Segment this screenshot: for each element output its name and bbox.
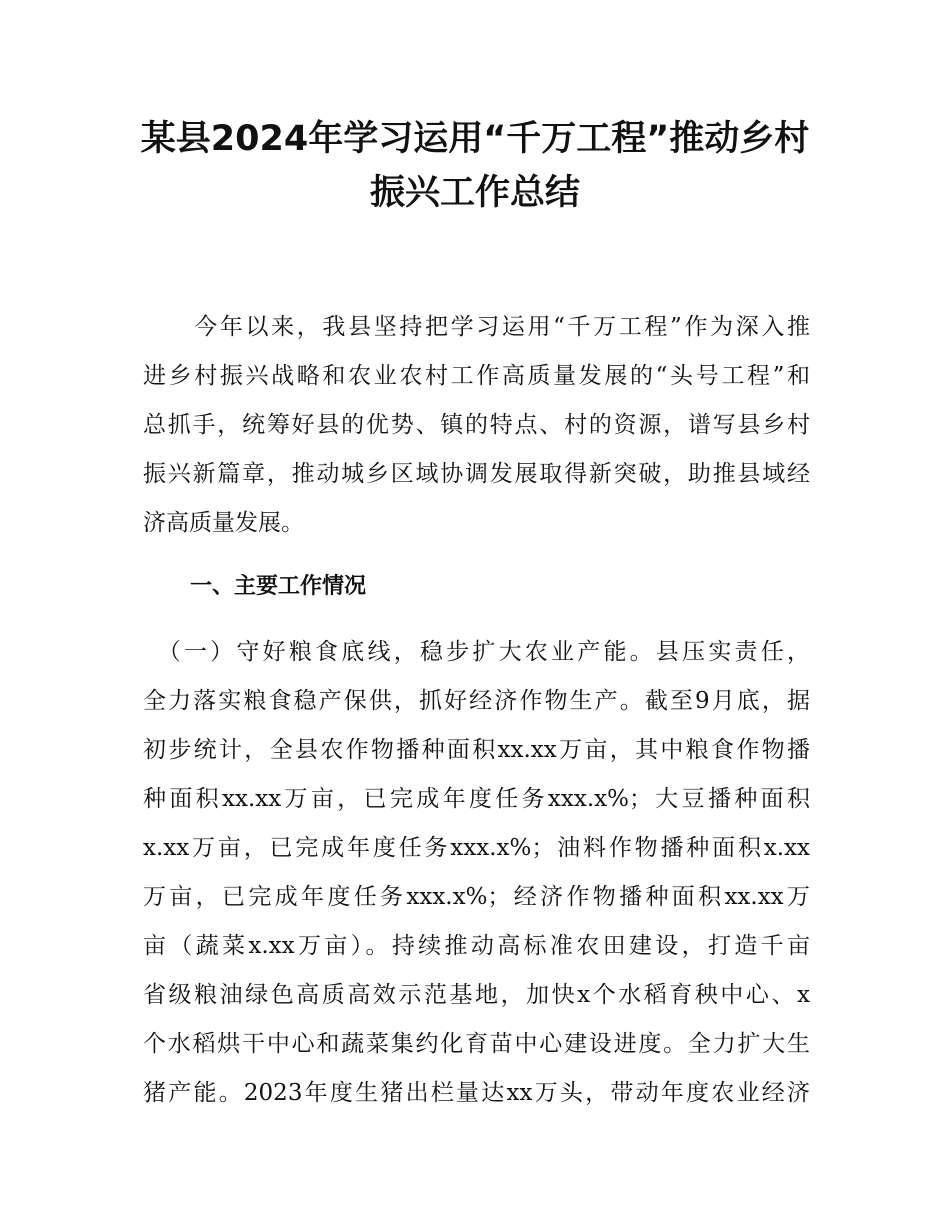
- paragraph-line: 全力落实粮食稳产保供，抓好经济作物生产。截至9月底，据: [143, 688, 810, 714]
- paragraph-line: 今年以来，我县坚持把学习运用“千万工程”作为深入推: [143, 314, 810, 340]
- intro-paragraph: [143, 303, 810, 548]
- document-title: [120, 112, 830, 220]
- paragraph-line: 初步统计，全县农作物播种面积xx.xx万亩，其中粮食作物播: [143, 737, 810, 763]
- paragraph-line: 进乡村振兴战略和农业农村工作高质量发展的“头号工程”和: [143, 363, 810, 389]
- section1-paragraph: [143, 628, 810, 1118]
- paragraph-line: 万亩，已完成年度任务xxx.x%；经济作物播种面积xx.xx万: [143, 884, 810, 910]
- section-heading: 一、主要工作情况: [190, 574, 367, 599]
- paragraph-line: （一）守好粮食底线，稳步扩大农业产能。县压实责任，: [143, 639, 810, 665]
- title-line-1: 某县2024年学习运用“千万工程”推动乡村: [140, 119, 810, 159]
- paragraph-line: 种面积xx.xx万亩，已完成年度任务xxx.x%；大豆播种面积: [143, 786, 810, 812]
- paragraph-line: 总抓手，统筹好县的优势、镇的特点、村的资源，谱写县乡村: [143, 412, 810, 438]
- title-line-2: 振兴工作总结: [369, 173, 580, 213]
- paragraph-line: 济高质量发展。: [143, 510, 304, 536]
- paragraph-line: x.xx万亩，已完成年度任务xxx.x%；油料作物播种面积x.xx: [143, 835, 810, 861]
- paragraph-line: 振兴新篇章，推动城乡区域协调发展取得新突破，助推县域经: [143, 461, 810, 487]
- paragraph-line: 个水稻烘干中心和蔬菜集约化育苗中心建设进度。全力扩大生: [143, 1031, 810, 1057]
- paragraph-line: 亩（蔬菜x.xx万亩）。持续推动高标准农田建设，打造千亩: [143, 933, 810, 959]
- paragraph-line: 省级粮油绿色高质高效示范基地，加快x个水稻育秧中心、x: [143, 982, 810, 1008]
- paragraph-line: 猪产能。2023年度生猪出栏量达xx万头，带动年度农业经济: [143, 1080, 810, 1106]
